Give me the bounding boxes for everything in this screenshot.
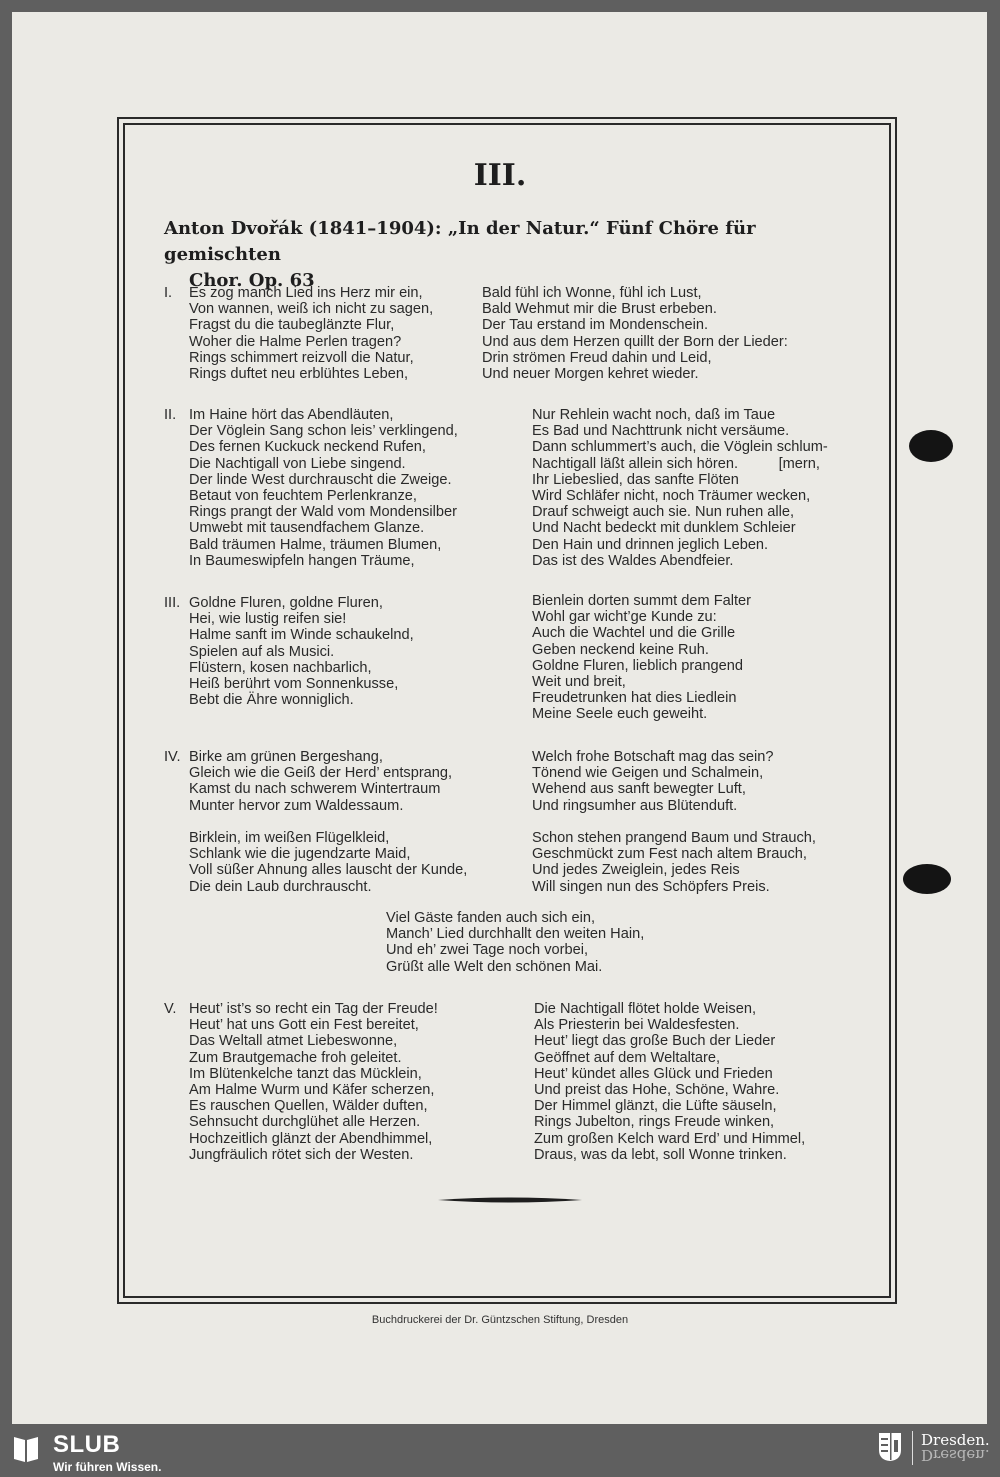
song-4-left-column-2: Birklein, im weißen Flügelkleid, Schlank wie die jugendzarte Maid, Voll süßer Ahnung alles lauscht der Kunde, Die dein Laub durchrauscht. <box>189 830 468 895</box>
punch-hole-top <box>909 430 953 462</box>
heading-line-1: Anton Dvořák (1841–1904): „In der Natur.“ Fünf Chöre für gemischten <box>164 218 756 265</box>
library-name: SLUB <box>53 1431 121 1458</box>
song-5-left-column: Heut’ ist’s so recht ein Tag der Freude! Heut’ hat uns Gott ein Fest bereitet, Das Weltall atmet Liebeswonne, Zum Brautgemache froh geleitet. Im Blütenkelche tanzt das Mücklein, Am Halme Wurm und Käfer scherzen, Es rauschen Quellen, Wälder duften, Sehnsucht durchglühet alle Herzen. Hochzeitlich glänzt der Abendhimmel, Jungfräulich rötet sich der Westen. <box>189 1001 438 1163</box>
song-5-right-column: Die Nachtigall flötet holde Weisen, Als Priesterin bei Waldesfesten. Heut’ liegt das große Buch der Lieder Geöffnet auf dem Weltaltare, Heut’ kündet alles Glück und Frieden Und preist das Hohe, Schöne, Wahre. Der Himmel glänzt, die Lüfte säuseln, Rings Jubelton, rings Freude winken, Zum großen Kelch ward Erd’ und Himmel, Draus, was da lebt, soll Wonne trinken. <box>534 1001 806 1163</box>
heading-line-2: Chor. Op. 63 <box>189 270 315 291</box>
song-3-right-column: Bienlein dorten summt dem Falter Wohl gar wicht’ge Kunde zu: Auch die Wachtel und die Grille Geben neckend keine Ruh. Goldne Fluren, lieblich prangend Weit und breit, Freudetrunken hat dies Liedlein Meine Seele euch geweiht. <box>532 593 751 723</box>
section-numeral: III. <box>473 158 527 193</box>
punch-hole-bottom <box>903 864 951 894</box>
city-name-reflection: Dresden. <box>921 1446 990 1464</box>
song-4-right-column-2: Schon stehen prangend Baum und Strauch, Geschmückt zum Fest nach altem Brauch, Und jedes Zweiglein, jedes Reis Will singen nun des Schöpfers Preis. <box>532 830 816 895</box>
song-numeral: IV. <box>164 749 181 765</box>
song-numeral: III. <box>164 595 181 611</box>
dresden-crest-icon <box>878 1432 902 1462</box>
song-2-left-column: Im Haine hört das Abendläuten, Der Vöglein Sang schon leis’ verklingend, Des fernen Kuckuck neckend Rufen, Die Nachtigall von Liebe singend. Der linde West durchrauscht die Zweige. Betaut von feuchtem Perlenkranze, Rings prangt der Wald vom Mondensilber Umwebt mit tausendfachem Glanze. Bald träumen Halme, träumen Blumen, In Baumeswipfeln hangen Träume, <box>189 407 458 569</box>
song-numeral: II. <box>164 407 177 423</box>
footer-divider <box>912 1431 913 1465</box>
song-numeral: V. <box>164 1001 177 1017</box>
city-name: Dresden. <box>921 1431 990 1449</box>
slub-book-icon <box>12 1434 40 1464</box>
song-1-right-column: Bald fühl ich Wonne, fühl ich Lust, Bald Wehmut mir die Brust erbeben. Der Tau erstand im Mondenschein. Und aus dem Herzen quillt der Born der Lieder: Drin strömen Freud dahin und Leid, Und neuer Morgen kehret wieder. <box>482 285 788 383</box>
song-1-left-column: Es zog manch Lied ins Herz mir ein, Von wannen, weiß ich nicht zu sagen, Fragst du die taubeglänzte Flur, Woher die Halme Perlen tragen? Rings schimmert reizvoll die Natur, Rings duftet neu erblühtes Leben, <box>189 285 434 383</box>
song-4-left-column: Birke am grünen Bergeshang, Gleich wie die Geiß der Herd’ entsprang, Kamst du nach schwerem Wintertraum Munter hervor zum Waldessaum. <box>189 749 453 814</box>
viewer-footer <box>0 1427 1000 1477</box>
song-4-right-column: Welch frohe Botschaft mag das sein? Tönend wie Geigen und Schalmein, Wehend aus sanft bewegter Luft, Und ringsumher aus Blütenduft. <box>532 749 774 814</box>
song-3-left-column: Goldne Fluren, goldne Fluren, Hei, wie lustig reifen sie! Halme sanft im Winde schaukelnd, Spielen auf als Musici. Flüstern, kosen nachbarlich, Heiß berührt vom Sonnenkusse, Bebt die Ähre wonniglich. <box>189 595 414 709</box>
song-2-right-column: Nur Rehlein wacht noch, daß im Taue Es Bad und Nachttrunk nicht versäume. Dann schlummert’s auch, die Vöglein schlum- Nachtigall läßt allein sich hören. [mern, Ihr Liebeslied, das sanfte Flöten Wird Schläfer nicht, noch Träumer wecken, Drauf schweigt auch sie. Nun ruhen alle, Und Nacht bedeckt mit dunklem Schleier Den Hain und drinnen jeglich Leben. Das ist des Waldes Abendfeier. <box>532 407 828 569</box>
library-tagline: Wir führen Wissen. <box>53 1460 162 1474</box>
closing-flourish <box>438 1194 582 1206</box>
song-4-center-stanza: Viel Gäste fanden auch sich ein, Manch’ Lied durchhallt den weiten Hain, Und eh’ zwei Tage noch vorbei, Grüßt alle Welt den schönen Mai. <box>386 910 645 975</box>
song-numeral: I. <box>164 285 173 301</box>
printer-imprint: Buchdruckerei der Dr. Güntzschen Stiftung, Dresden <box>371 1314 629 1326</box>
program-heading <box>164 216 864 294</box>
